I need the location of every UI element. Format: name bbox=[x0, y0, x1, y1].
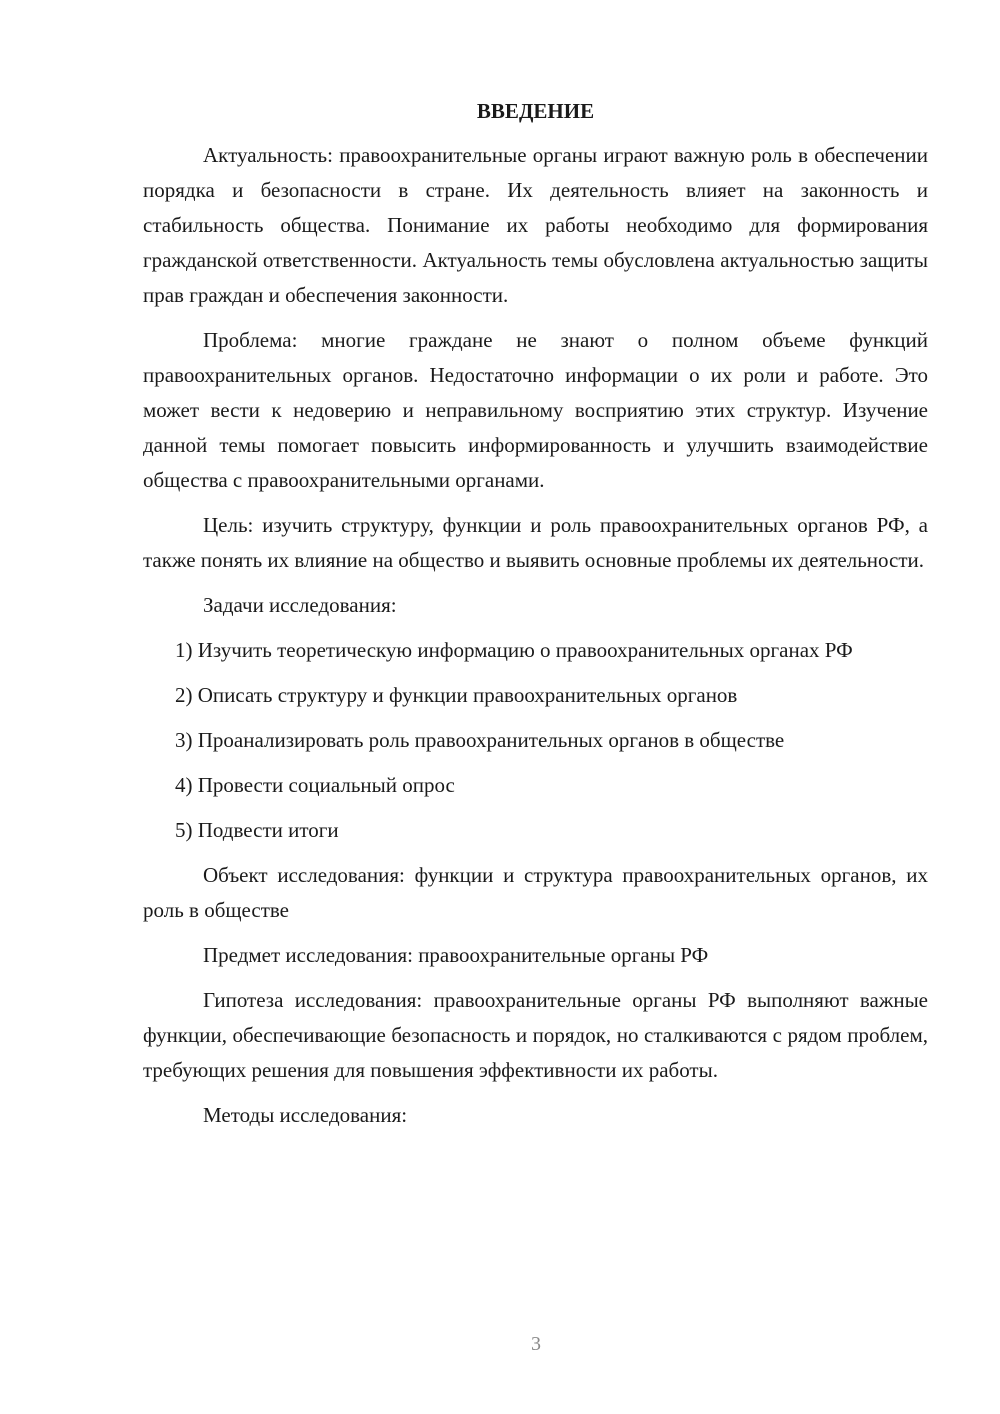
tasks-heading: Задачи исследования: bbox=[203, 593, 397, 617]
task-item-5: 5) Подвести итоги bbox=[175, 818, 339, 842]
hypothesis-paragraph: Гипотеза исследования: правоохранительные органы РФ выполняют важные функции, обеспечивающие безопасность и порядок, но сталкиваются с рядом проблем, требующих решения для повышения эффективности их работы. bbox=[143, 988, 928, 1082]
task-item-3: 3) Проанализировать роль правоохранительных органов в обществе bbox=[175, 728, 785, 752]
relevance-paragraph: Актуальность: правоохранительные органы играют важную роль в обеспечении порядка и безопасности в стране. Их деятельность влияет на законность и стабильность общества. Понимание их работы необходимо для формирования гражданской ответственности. Актуальность темы обусловлена актуальностью защиты прав граждан и обеспечения законности. bbox=[143, 143, 928, 307]
goal-paragraph: Цель: изучить структуру, функции и роль правоохранительных органов РФ, а также понять их влияние на общество и выявить основные проблемы их деятельности. bbox=[143, 513, 928, 572]
page-content bbox=[143, 96, 928, 1143]
subject-paragraph: Предмет исследования: правоохранительные органы РФ bbox=[203, 943, 709, 967]
task-item-1: 1) Изучить теоретическую информацию о правоохранительных органах РФ bbox=[175, 638, 853, 662]
problem-paragraph: Проблема: многие граждане не знают о полном объеме функций правоохранительных органов. Недостаточно информации о их роли и работе. Это может вести к недоверию и неправильному восприятию этих структур. Изучение данной темы помогает повысить информированность и улучшить взаимодействие общества с правоохранительными органами. bbox=[143, 328, 928, 492]
object-paragraph: Объект исследования: функции и структура правоохранительных органов, их роль в обществе bbox=[143, 863, 928, 922]
section-title: ВВЕДЕНИЕ bbox=[476, 99, 595, 123]
page-number: 3 bbox=[531, 1333, 541, 1355]
task-item-2: 2) Описать структуру и функции правоохранительных органов bbox=[175, 683, 738, 707]
methods-heading: Методы исследования: bbox=[203, 1103, 408, 1127]
task-item-4: 4) Провести социальный опрос bbox=[175, 773, 455, 797]
